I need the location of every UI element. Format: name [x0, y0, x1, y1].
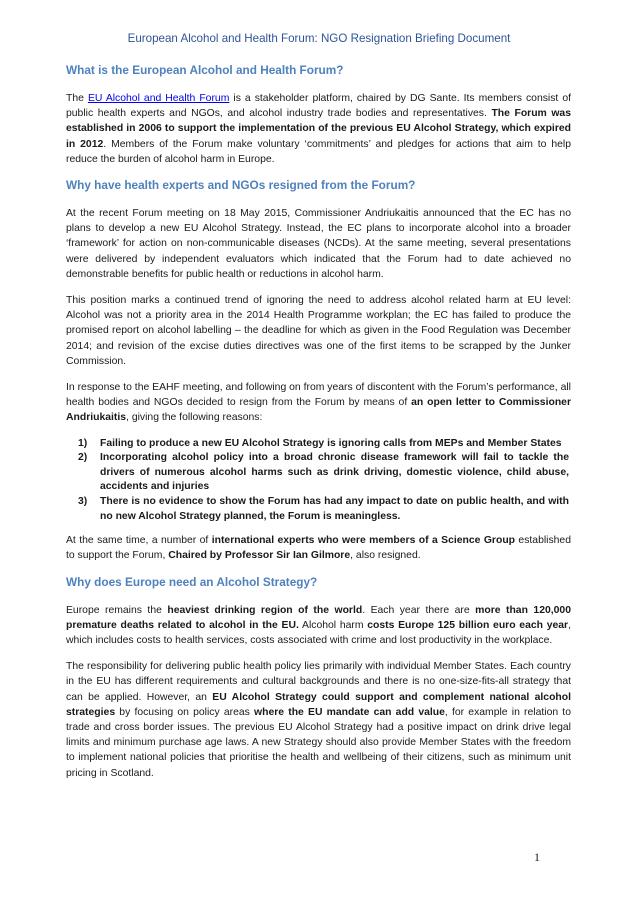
document-title: European Alcohol and Health Forum: NGO Resignation Briefing Document [127, 32, 511, 45]
paragraph-continued-trend: This position marks a continued trend of ignoring the need to address alcohol related harm at EU level: Alcohol was not a priority area in the 2014 Health Programme workplan; the EC has failed to produce the promised report on alcohol labelling – the deadline for which as given in the Food Regulation was December 2014; and revision of the excise duties directives was one of the first items to be scrapped by the Junker Commission. [66, 295, 571, 367]
page-number: 1 [534, 850, 540, 864]
forum-link[interactable]: EU Alcohol and Health Forum [87, 93, 230, 104]
paragraph-forum-description: The EU Alcohol and Health Forum is a stakeholder platform, chaired by DG Sante. Its members consist of public health experts and NGOs, and alcohol industry trade bodies and representatives. The Forum was established in 2006 to support the implementation of the previous EU Alcohol Strategy, which expired in 2012. Members of the Forum make voluntary ‘commitments’ and pledges for actions that aim to help reduce the burden of alcohol harm in Europe. [66, 93, 571, 165]
paragraph-heaviest-drinking: Europe remains the heaviest drinking region of the world. Each year there are more than 120,000 premature deaths related to alcohol in the EU. Alcohol harm costs Europe 125 billion euro each year, which includes costs to health services, costs associated with crime and lost productivity in the workplace. [66, 604, 571, 647]
section-heading-why-resigned: Why have health experts and NGOs resigned from the Forum? [66, 178, 416, 193]
section-heading-what-is-forum: What is the European Alcohol and Health Forum? [66, 63, 344, 77]
document-body [66, 63, 571, 792]
paragraph-responsibility: The responsibility for delivering public health policy lies primarily with individual Member States. Each country in the EU has different requirements and cultural backgrounds and there is no one-size-fits-all strategy that can be applied. However, an EU Alcohol Strategy could support and complement national alcohol strategies by focusing on policy areas where the EU mandate can add value, for example in relation to trade and cross border issues. The previous EU Alcohol Strategy had a positive impact on drink drive legal limits and minimum purchase age laws. A new Strategy should also provide Member States with the freedom to implement national policies that prioritise the health and wellbeing of their citizens, such as minimum unit pricing in Scotland. [66, 661, 572, 779]
paragraph-response: In response to the EAHF meeting, and following on from years of discontent with the Forum’s performance, all health bodies and NGOs decided to resign from the Forum by means of an open letter to Commissioner Andriukaitis, giving the following reasons: [66, 382, 571, 424]
reasons-list [66, 437, 571, 525]
section-heading-why-strategy: Why does Europe need an Alcohol Strategy? [66, 574, 318, 589]
paragraph-forum-meeting: At the recent Forum meeting on 18 May 2015, Commissioner Andriukaitis announced that the EC has no plans to develop a new EU Alcohol Strategy. Instead, the EC plans to incorporate alcohol into a broader ‘framework’ for action on non-communicable diseases (NCDs). At the same meeting, several presentations were delivered by independent evaluators which indicated that the Forum had to date achieved no demonstrable benefits for public health or reductions in alcohol harm. [66, 208, 571, 280]
list-item: 3) There is no evidence to show the Forum has had any impact to date on public health, and with no new Alcohol Strategy planned, the Forum is meaningless. [78, 496, 569, 522]
paragraph-science-group: At the same time, a number of international experts who were members of a Science Group established to support the Forum, Chaired by Professor Sir Ian Gilmore, also resigned. [66, 535, 571, 562]
list-item: 2) Incorporating alcohol policy into a broad chronic disease framework will fail to tackle the drivers of numerous alcohol harms such as drink driving, domestic violence, child abuse, accidents and injuries [78, 452, 569, 493]
list-item: 1) Failing to produce a new EU Alcohol Strategy is ignoring calls from MEPs and Member States [78, 437, 562, 449]
